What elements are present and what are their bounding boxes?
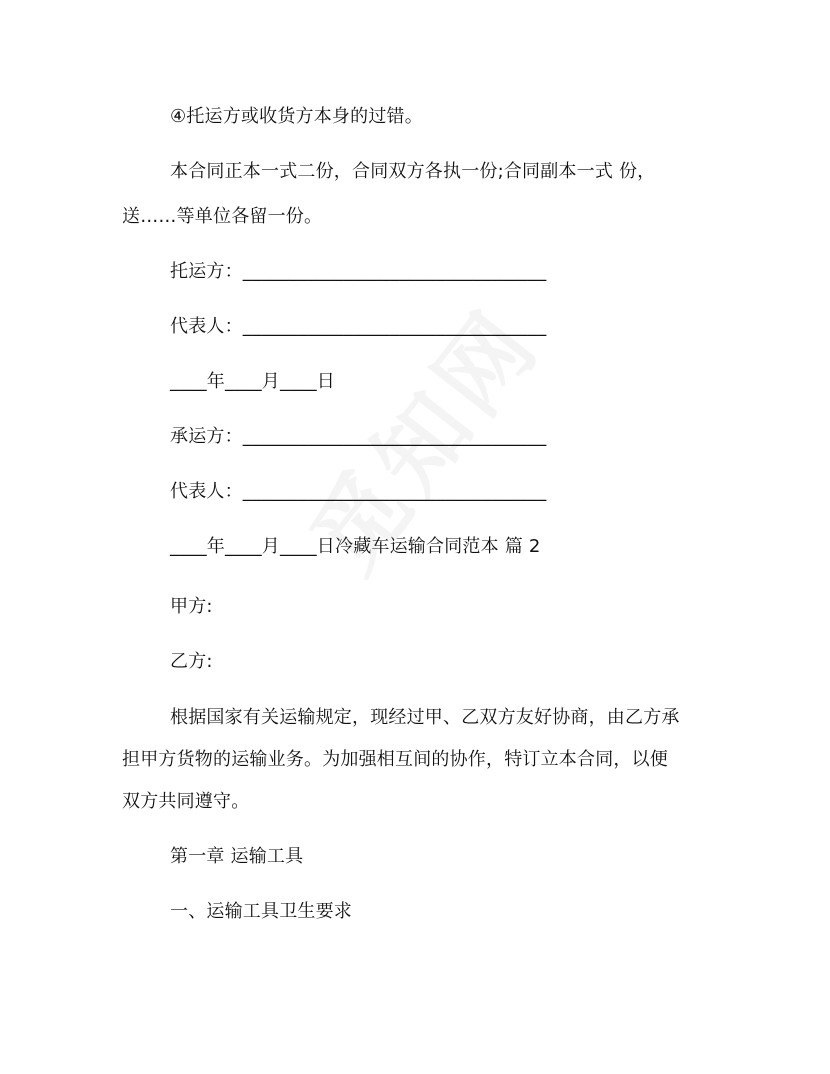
date-and-section-title-line: ____年____月____日冷藏车运输合同范本 篇 2	[170, 536, 541, 557]
carrier-signature-line: 承运方：_________________________________	[170, 426, 547, 447]
text-line: ④托运方或收货方本身的过错。	[170, 106, 423, 127]
text-line: 送……等单位各留一份。	[122, 206, 323, 227]
text-line: 本合同正本一式二份，合同双方各执一份;合同副本一式 份，	[170, 161, 656, 182]
party-a-line: 甲方:	[170, 596, 213, 617]
party-b-line: 乙方:	[170, 651, 213, 672]
text-line: 双方共同遵守。	[122, 791, 250, 812]
text-line: 担甲方货物的运输业务。为加强相互间的协作，特订立本合同，以便	[122, 749, 668, 770]
text-line: 根据国家有关运输规定，现经过甲、乙双方友好协商，由乙方承	[170, 707, 680, 728]
date-line: ____年____月____日	[170, 371, 335, 392]
representative-signature-line: 代表人：_________________________________	[170, 481, 547, 502]
representative-signature-line: 代表人：_________________________________	[170, 316, 547, 337]
shipper-signature-line: 托运方：_________________________________	[170, 261, 547, 282]
chapter-heading: 第一章 运输工具	[170, 846, 304, 867]
section-heading: 一、运输工具卫生要求	[170, 901, 352, 922]
